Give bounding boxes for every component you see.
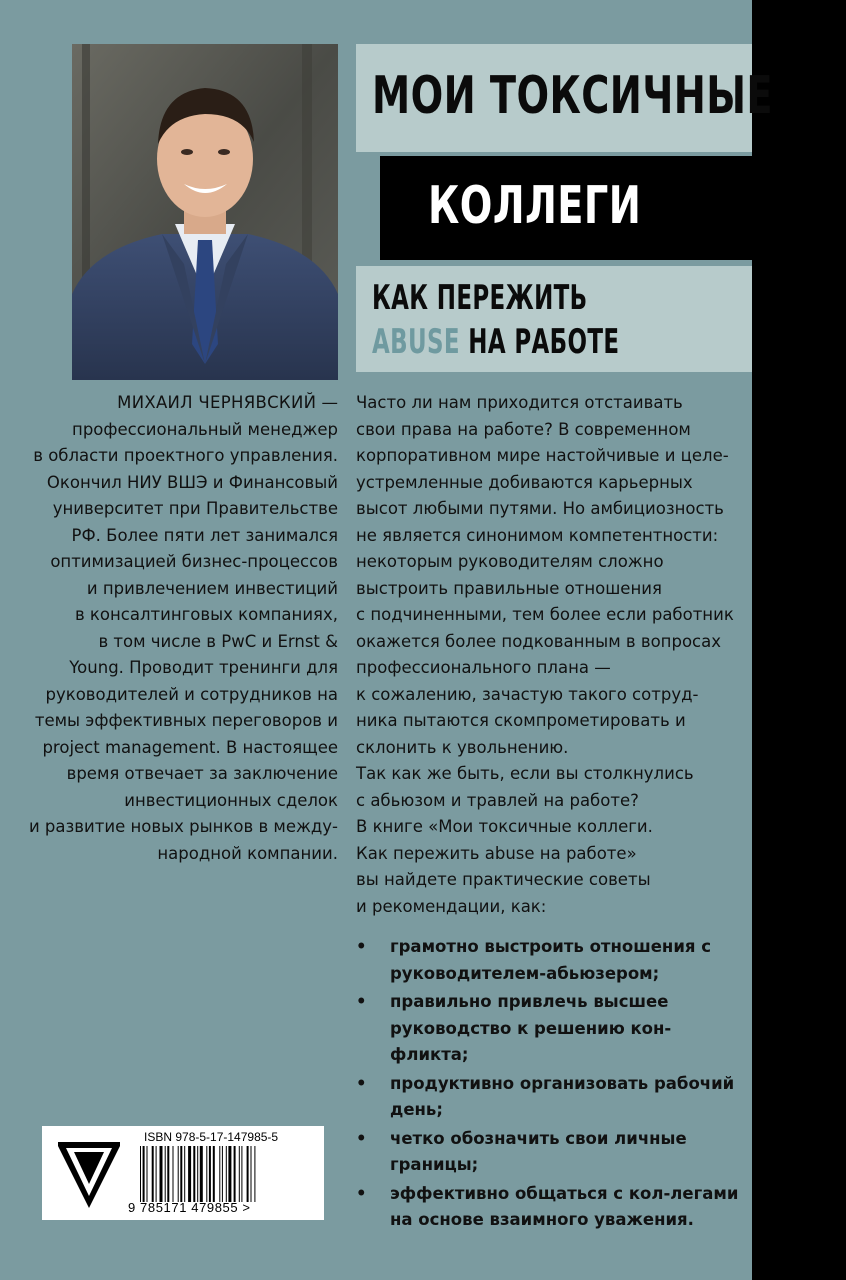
advice-item: • грамотно выстроить отношения с руководителем-абьюзером; (356, 934, 746, 987)
v-shield-logo-icon (56, 1138, 122, 1210)
barcode-bar (239, 1146, 240, 1202)
isbn-label: ISBN 978-5-17-147985-5 (144, 1130, 279, 1144)
barcode-panel (42, 1126, 324, 1220)
barcode-icon (140, 1146, 308, 1202)
barcode-bar (234, 1146, 236, 1202)
bullet-icon: • (356, 992, 367, 1011)
bio-line: руководителей и сотрудников на (45, 684, 338, 704)
barcode-bar (213, 1146, 215, 1202)
subtitle-rest: НА РАБОТЕ (459, 322, 620, 362)
bullet-icon: • (356, 937, 367, 956)
bio-line: Окончил НИУ ВШЭ и Финансовый (46, 472, 338, 492)
desc-line: профессионального плана — (356, 658, 611, 677)
advice-item: • продуктивно организовать рабочий день; (356, 1071, 746, 1124)
barcode-bar (251, 1146, 252, 1202)
desc-line: Часто ли нам приходится отстаивать (356, 393, 683, 412)
bullet-icon: • (356, 1183, 367, 1203)
desc-line: склонить к увольнению. (356, 737, 569, 757)
barcode-bar (143, 1146, 145, 1202)
bio-line: в консалтинговых компаниях, (74, 605, 338, 624)
barcode-digits: 9 785171 479855 > (128, 1200, 251, 1215)
book-title-line-2: КОЛЛЕГИ (428, 176, 642, 236)
advice-list (356, 934, 746, 1236)
bio-line: project management. В настоящее (42, 737, 338, 757)
desc-line: с абьюзом и травлей на работе? (356, 790, 639, 810)
author-portrait-image (72, 44, 338, 380)
author-bio (14, 390, 338, 867)
title-band-2 (380, 156, 752, 260)
advice-item: • эффективно общаться с кол-легами на основе взаимного уважения. (356, 1181, 746, 1234)
barcode-bar (152, 1146, 154, 1202)
bio-line: оптимизацией бизнес-процессов (50, 552, 338, 571)
bio-line: университет при Правительстве (52, 499, 338, 518)
desc-line: выстроить правильные отношения (356, 578, 662, 598)
book-title-line-1: МОИ ТОКСИЧНЫЕ (372, 66, 774, 126)
barcode-bar (222, 1146, 223, 1202)
barcode-bar (193, 1146, 195, 1202)
desc-line: корпоративном мире настойчивые и целе- (356, 446, 729, 465)
desc-line: с подчиненными, тем более если работник (356, 605, 734, 624)
bio-line: инвестиционных сделок (124, 790, 338, 810)
desc-line: не является синонимом компетентности: (356, 525, 719, 545)
bio-line: время отвечает за заключение (66, 764, 338, 783)
barcode-bar (197, 1146, 198, 1202)
barcode-bar (178, 1146, 179, 1202)
bullet-icon: • (356, 1128, 367, 1148)
desc-line: высот любыми путями. Но амбициозность (356, 499, 724, 518)
bio-line: МИХАИЛ ЧЕРНЯВСКИЙ — профессиональный менеджер (72, 393, 338, 439)
desc-line: вы найдете практические советы (356, 870, 651, 889)
desc-line: Так как же быть, если вы столкнулись (356, 764, 694, 783)
author-photo (72, 44, 338, 380)
bio-line: и привлечением инвестиций (86, 578, 338, 598)
desc-line: устремленные добиваются карьерных (356, 472, 693, 492)
bio-line: народной компании. (157, 843, 338, 863)
desc-line: ника пытаются скомпрометировать и (356, 711, 686, 730)
subtitle-abuse-word: ABUSE (372, 322, 460, 362)
barcode-bar (156, 1146, 157, 1202)
desc-line: Как пережить abuse на работе» (356, 843, 637, 863)
author-name: МИХАИЛ ЧЕРНЯВСКИЙ (117, 393, 317, 412)
barcode-bar (140, 1146, 141, 1202)
barcode-bar (228, 1146, 231, 1202)
subtitle-band (356, 266, 752, 372)
barcode-bar (180, 1146, 182, 1202)
desc-line: некоторым руководителям сложно (356, 552, 664, 571)
barcode-bar (165, 1146, 166, 1202)
barcode-bar (167, 1146, 169, 1202)
advice-item: • правильно привлечь высшее руководство к решению кон-фликта; (356, 989, 746, 1069)
barcode-bar (188, 1146, 191, 1202)
bio-line: и развитие новых рынков в между- (28, 817, 338, 836)
barcode-bar (206, 1146, 207, 1202)
bullet-icon: • (356, 1073, 367, 1093)
subtitle-line-1: КАК ПЕРЕЖИТЬ (372, 278, 588, 318)
book-description (356, 390, 746, 920)
book-spine-edge (752, 0, 846, 1280)
bio-line: РФ. Более пяти лет занимался (71, 525, 338, 545)
barcode-bar (173, 1146, 174, 1202)
desc-line: свои права на работе? В современном (356, 419, 691, 439)
barcode-bar (247, 1146, 249, 1202)
desc-line: к сожалению, зачастую такого сотруд- (356, 684, 699, 704)
bio-line: Young. Проводит тренинги для (69, 658, 338, 677)
desc-line: окажется более подкованным в вопросах (356, 631, 721, 651)
barcode-bar (254, 1146, 255, 1202)
barcode-bar (241, 1146, 242, 1202)
advice-item: • четко обозначить свои личные границы; (356, 1126, 746, 1179)
barcode-bar (160, 1146, 163, 1202)
barcode-bar (200, 1146, 203, 1202)
barcode-bar (226, 1146, 227, 1202)
barcode-bar (147, 1146, 148, 1202)
desc-line: и рекомендации, как: (356, 896, 547, 916)
bio-line: в том числе в PwC и Ernst & (98, 631, 338, 651)
barcode-bar (219, 1146, 220, 1202)
bio-line: темы эффективных переговоров и (34, 711, 338, 730)
bio-line: в области проектного управления. (33, 446, 338, 465)
subtitle-line-2 (372, 322, 619, 362)
barcode-bar (209, 1146, 211, 1202)
desc-line: В книге «Мои токсичные коллеги. (356, 817, 653, 836)
title-band-1 (356, 44, 774, 152)
barcode-bar (184, 1146, 185, 1202)
